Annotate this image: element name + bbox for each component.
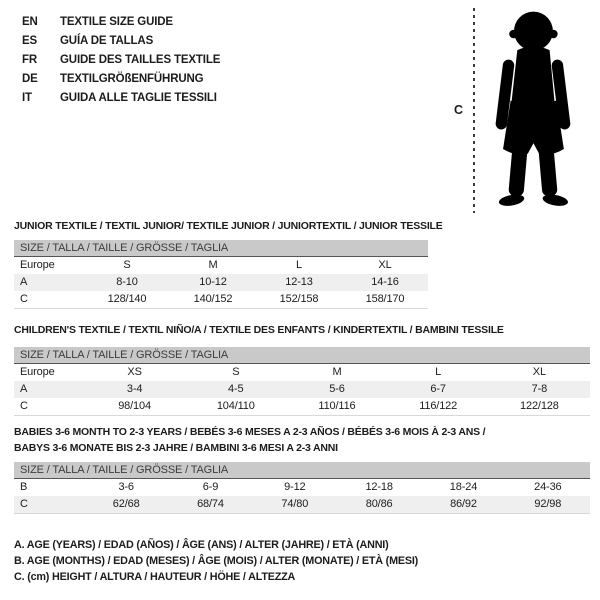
size-cell: 12-18 (365, 481, 393, 493)
language-code: IT (22, 92, 32, 104)
footnote-line: A. AGE (YEARS) / EDAD (AÑOS) / ÂGE (ANS) / ALTER (JAHRE) / ETÀ (ANNI) (14, 539, 389, 551)
size-cell: 8-10 (84, 274, 170, 291)
size-cell: 128/140 (107, 293, 147, 305)
row-label: Europe (20, 366, 55, 378)
row-label: A (14, 274, 84, 291)
row-label: A (14, 381, 84, 398)
size-cell: 7-8 (489, 381, 590, 398)
size-header-bar: SIZE / TALLA / TAILLE / GRÖSSE / TAGLIA (14, 347, 590, 364)
size-cell: 98/104 (118, 400, 151, 412)
table-row (14, 479, 590, 497)
footnote-line: B. AGE (MONTHS) / EDAD (MESES) / ÂGE (MOIS) / ALTER (MONATE) / ETÀ (MESI) (14, 555, 419, 568)
size-cell: 152/158 (279, 293, 319, 305)
size-header-bar: SIZE / TALLA / TAILLE / GRÖSSE / TAGLIA (14, 240, 428, 257)
table-row (14, 398, 590, 416)
row-label: C (14, 496, 84, 514)
size-cell: 68/74 (168, 496, 252, 514)
size-cell: XL (532, 366, 546, 378)
language-title: GUIDA ALLE TAGLIE TESSILI (60, 92, 217, 104)
size-cell: 14-16 (342, 274, 428, 291)
size-table (14, 240, 428, 309)
size-cell: 3-4 (84, 381, 185, 398)
height-dashed-line (473, 8, 475, 213)
size-cell: M (332, 366, 342, 378)
table-title: BABYS 3-6 MONATE BIS 2-3 JAHRE / BAMBINI 3-6 MESI A 2-3 ANNI (14, 442, 338, 454)
table-row (14, 496, 590, 514)
language-list (22, 13, 220, 108)
size-cell: L (435, 366, 442, 378)
size-header-row (14, 462, 590, 479)
size-cell: 6-7 (388, 381, 489, 398)
size-cell: 80/86 (337, 496, 421, 514)
table-title: BABIES 3-6 MONTH TO 2-3 YEARS / BEBÉS 3-6 MESES A 2-3 AÑOS / BÉBÉS 3-6 MOIS À 2-3 ANS / (14, 426, 486, 438)
language-row (22, 70, 220, 89)
footnote-line: C. (cm) HEIGHT / ALTURA / HAUTEUR / HÖHE / ALTEZZA (14, 571, 296, 584)
size-cell: L (296, 259, 302, 271)
size-cell: XS (127, 366, 142, 378)
size-cell: 5-6 (286, 381, 387, 398)
size-cell: XL (378, 259, 392, 271)
size-cell: 12-13 (256, 274, 342, 291)
table-row (14, 381, 590, 398)
table-title: JUNIOR TEXTILE / TEXTIL JUNIOR/ TEXTILE JUNIOR / JUNIORTEXTIL / JUNIOR TESSILE (14, 220, 443, 232)
height-figure (452, 8, 582, 213)
language-row (22, 51, 220, 70)
size-cell: 86/92 (421, 496, 505, 514)
language-code: FR (22, 54, 38, 66)
size-cell: 122/128 (520, 400, 559, 412)
language-row (22, 32, 220, 51)
size-table-section-3 (14, 424, 590, 514)
size-table-section-2 (14, 322, 590, 416)
height-measure-label: C (454, 103, 463, 117)
size-cell: M (208, 259, 218, 271)
size-cell: S (232, 366, 240, 378)
row-label: C (20, 400, 28, 412)
language-title: TEXTILE SIZE GUIDE (60, 16, 173, 28)
size-cell: 92/98 (506, 496, 590, 514)
size-cell: 6-9 (202, 481, 219, 493)
row-label: C (20, 293, 28, 305)
table-row (14, 291, 428, 309)
size-cell: S (123, 259, 131, 271)
size-table-section-1 (14, 218, 443, 309)
size-table (14, 462, 590, 514)
size-header-row (14, 347, 590, 364)
language-code: DE (22, 73, 38, 85)
row-label: Europe (20, 259, 55, 271)
language-title: GUIDE DES TAILLES TEXTILE (60, 54, 221, 66)
table-row (14, 274, 428, 291)
table-row (14, 364, 590, 382)
size-cell: 116/122 (419, 400, 458, 412)
language-row (22, 89, 220, 108)
size-cell: 18-24 (449, 481, 478, 493)
footnotes (14, 537, 418, 586)
language-code: EN (22, 16, 38, 28)
row-label: B (20, 481, 28, 493)
size-table (14, 347, 590, 416)
language-code: ES (22, 35, 38, 47)
table-title: CHILDREN'S TEXTILE / TEXTIL NIÑO/A / TEXTILE DES ENFANTS / KINDERTEXTIL / BAMBINI TESSILE (14, 324, 504, 336)
size-cell: 74/80 (253, 496, 337, 514)
table-row (14, 257, 428, 275)
size-header-bar: SIZE / TALLA / TAILLE / GRÖSSE / TAGLIA (14, 462, 590, 479)
size-cell: 10-12 (170, 274, 256, 291)
language-title: GUÍA DE TALLAS (60, 35, 154, 47)
language-row (22, 13, 220, 32)
size-cell: 3-6 (118, 481, 134, 493)
size-cell: 140/152 (193, 293, 233, 305)
size-cell: 110/116 (318, 400, 356, 412)
size-header-row (14, 240, 428, 257)
size-cell: 158/170 (365, 293, 405, 305)
size-cell: 9-12 (284, 481, 306, 493)
size-cell: 62/68 (84, 496, 168, 514)
size-cell: 24-36 (534, 481, 562, 493)
size-cell: 4-5 (185, 381, 286, 398)
language-title: TEXTILGRÖßENFÜHRUNG (60, 73, 204, 85)
size-cell: 104/110 (216, 400, 255, 412)
toddler-silhouette-icon (485, 10, 580, 210)
